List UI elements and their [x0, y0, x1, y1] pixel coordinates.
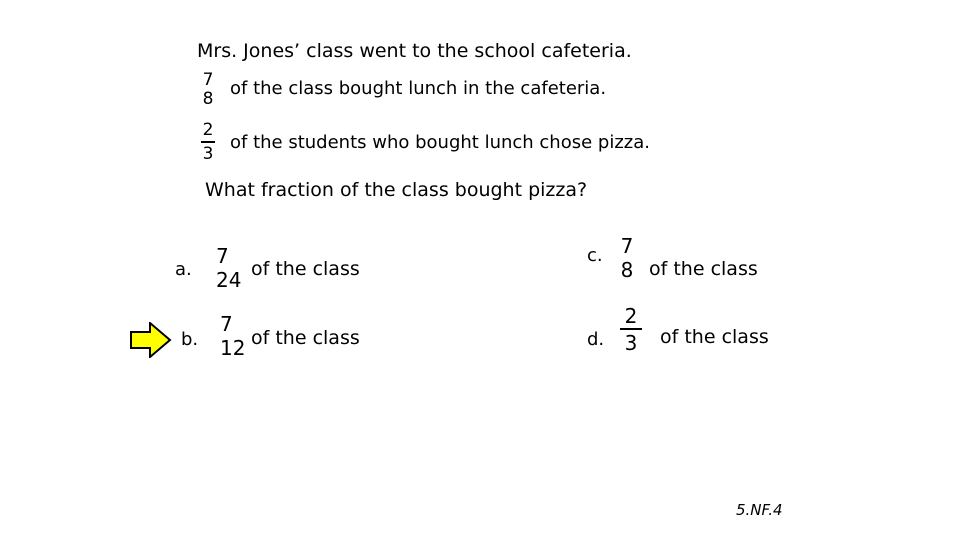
- standard-code: 5.NF.4: [736, 501, 783, 519]
- choice-b-fraction: [220, 314, 248, 358]
- choice-a-letter: a.: [175, 259, 192, 280]
- choice-c-fraction: [619, 236, 635, 280]
- choice-a-fraction: [216, 246, 244, 290]
- fact1-fraction: [201, 72, 215, 108]
- choice-b-text: of the class: [251, 327, 360, 349]
- choice-c-letter: c.: [587, 245, 603, 266]
- choice-a-text: of the class: [251, 258, 360, 280]
- fraction-denominator: 8: [202, 89, 214, 109]
- problem-intro: Mrs. Jones’ class went to the school cafeteria.: [197, 40, 632, 62]
- fraction-denominator: 8: [620, 258, 634, 282]
- fraction-bar: [201, 141, 215, 143]
- fraction-denominator: 3: [202, 144, 214, 164]
- fraction-numerator: 2: [624, 304, 638, 328]
- fraction-denominator: 24: [216, 268, 242, 292]
- fraction-denominator: 3: [624, 331, 638, 355]
- fraction-numerator: 2: [202, 120, 214, 140]
- fraction-numerator: 7: [202, 70, 214, 90]
- question: What fraction of the class bought pizza?: [205, 179, 588, 201]
- fraction-numerator: 7: [220, 312, 233, 336]
- fraction-numerator: 7: [620, 234, 634, 258]
- fact2-fraction: [201, 122, 215, 163]
- fraction-denominator: 12: [220, 336, 246, 360]
- fraction-bar: [620, 328, 642, 330]
- fact1-text: of the class bought lunch in the cafeteria.: [230, 78, 607, 99]
- choice-b-letter: b.: [181, 329, 199, 350]
- choice-c-text: of the class: [649, 258, 758, 280]
- arrow-right-icon: [130, 322, 172, 358]
- fraction-numerator: 7: [216, 244, 229, 268]
- choice-d-fraction: [620, 306, 642, 353]
- choice-d-letter: d.: [587, 329, 605, 350]
- choice-d-text: of the class: [660, 326, 769, 348]
- fact2-text: of the students who bought lunch chose pizza.: [230, 132, 650, 153]
